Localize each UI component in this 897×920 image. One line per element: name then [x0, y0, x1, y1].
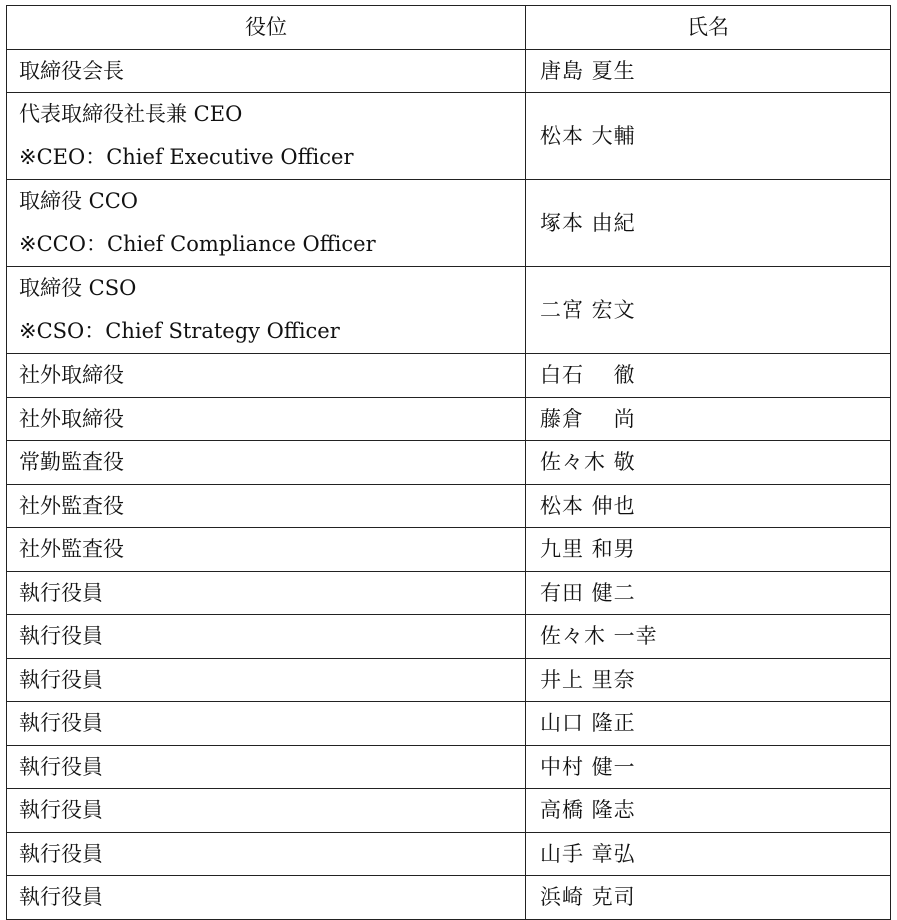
role-line: ※CCO：Chief Compliance Officer	[19, 232, 376, 256]
role-cell	[7, 180, 526, 267]
role-cell	[7, 789, 526, 833]
name-cell: 佐々木 一幸	[526, 615, 891, 659]
name-cell: 塚本 由紀	[526, 180, 891, 267]
table-row	[7, 397, 891, 441]
name-cell: 山手 章弘	[526, 832, 891, 876]
role-line: 社外監査役	[19, 493, 124, 518]
table-row	[7, 354, 891, 398]
role-cell	[7, 354, 526, 398]
role-line: 社外監査役	[19, 537, 124, 561]
role-line: 社外取締役	[19, 406, 124, 431]
header-row	[7, 6, 891, 50]
role-line: 取締役 CCO	[19, 189, 139, 213]
table-row	[7, 180, 891, 267]
table-row	[7, 267, 891, 354]
role-line: 社外取締役	[19, 363, 124, 387]
name-cell: 中村 健一	[526, 745, 891, 789]
name-cell: 松本 大輔	[526, 93, 891, 180]
name-cell: 佐々木 敬	[526, 441, 891, 485]
table-row	[7, 93, 891, 180]
role-line: 取締役 CSO	[19, 276, 137, 300]
name-cell: 高橋 隆志	[526, 789, 891, 833]
name-cell: 藤倉 尚	[526, 397, 891, 441]
header-role: 役位	[7, 6, 526, 50]
role-line: 代表取締役社長兼 CEO	[19, 102, 243, 126]
role-line: 執行役員	[19, 798, 103, 822]
table-row	[7, 832, 891, 876]
table-row	[7, 441, 891, 485]
role-line: 執行役員	[19, 754, 103, 779]
role-line: 執行役員	[19, 885, 103, 909]
role-cell	[7, 745, 526, 789]
name-cell: 浜崎 克司	[526, 876, 891, 920]
role-cell	[7, 397, 526, 441]
role-cell	[7, 658, 526, 702]
table-row	[7, 571, 891, 615]
role-line: 執行役員	[19, 667, 103, 692]
role-cell	[7, 832, 526, 876]
role-line: 執行役員	[19, 711, 103, 735]
table-row	[7, 876, 891, 920]
role-line: 常勤監査役	[19, 450, 124, 474]
table-row	[7, 745, 891, 789]
name-cell: 有田 健二	[526, 571, 891, 615]
name-cell: 九里 和男	[526, 528, 891, 572]
role-cell	[7, 49, 526, 93]
role-cell	[7, 441, 526, 485]
name-cell: 唐島 夏生	[526, 49, 891, 93]
officers-table	[6, 5, 891, 920]
role-cell	[7, 528, 526, 572]
role-line: 執行役員	[19, 624, 103, 648]
table-row	[7, 49, 891, 93]
role-line: 取締役会長	[19, 58, 124, 83]
table-row	[7, 789, 891, 833]
role-cell	[7, 484, 526, 528]
officer-rows	[7, 49, 891, 919]
role-cell	[7, 571, 526, 615]
name-cell: 松本 伸也	[526, 484, 891, 528]
table-row	[7, 658, 891, 702]
role-cell	[7, 876, 526, 920]
header-name: 氏名	[526, 6, 891, 50]
name-cell: 二宮 宏文	[526, 267, 891, 354]
role-line: ※CSO：Chief Strategy Officer	[19, 319, 340, 343]
name-cell: 白石 徹	[526, 354, 891, 398]
officers-table-container	[6, 5, 891, 920]
role-cell	[7, 93, 526, 180]
role-line: ※CEO：Chief Executive Officer	[19, 145, 354, 169]
name-cell: 井上 里奈	[526, 658, 891, 702]
role-line: 執行役員	[19, 841, 103, 866]
table-row	[7, 615, 891, 659]
table-row	[7, 702, 891, 746]
table-row	[7, 528, 891, 572]
role-cell	[7, 615, 526, 659]
name-cell: 山口 隆正	[526, 702, 891, 746]
table-row	[7, 484, 891, 528]
role-cell	[7, 702, 526, 746]
role-line: 執行役員	[19, 580, 103, 605]
role-cell	[7, 267, 526, 354]
